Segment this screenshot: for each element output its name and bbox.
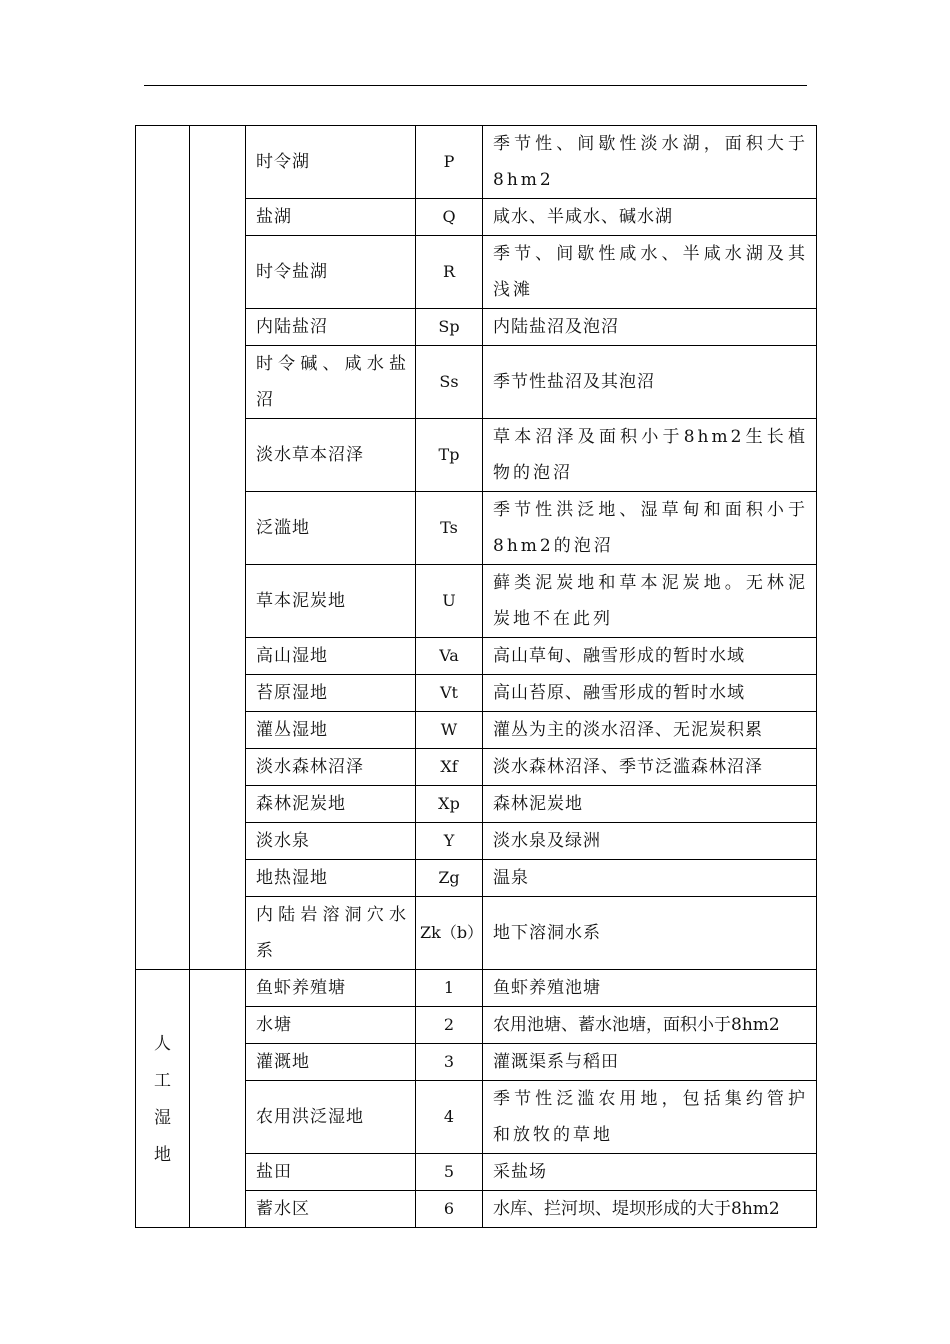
type-code: 4 [416,1081,483,1154]
type-name: 灌丛湿地 [246,712,416,749]
type-description: 季节性泛滥农用地，包括集约管护和放牧的草地 [483,1081,817,1154]
type-code: Zk（b） [416,897,483,970]
type-description: 森林泥炭地 [483,786,817,823]
header-rule [144,85,807,86]
subcategory-cell-continued [190,126,246,970]
type-name: 森林泥炭地 [246,786,416,823]
type-code: P [416,126,483,199]
type-name: 时令碱、咸水盐沼 [246,346,416,419]
type-name: 灌溉地 [246,1044,416,1081]
type-code: U [416,565,483,638]
type-name: 苔原湿地 [246,675,416,712]
type-description: 季节性洪泛地、湿草甸和面积小于8hm2的泡沼 [483,492,817,565]
type-name: 草本泥炭地 [246,565,416,638]
type-name: 盐田 [246,1154,416,1191]
type-code: 1 [416,970,483,1007]
type-description: 季节性、间歇性淡水湖，面积大于8hm2 [483,126,817,199]
type-code: Zg [416,860,483,897]
type-code: W [416,712,483,749]
type-code: Sp [416,309,483,346]
type-code: 3 [416,1044,483,1081]
type-description: 高山苔原、融雪形成的暂时水域 [483,675,817,712]
type-name: 蓄水区 [246,1191,416,1228]
wetland-classification-table [135,125,817,1228]
subcategory-cell [190,970,246,1228]
category-label: 人工湿地 [154,1033,171,1165]
type-description: 藓类泥炭地和草本泥炭地。无林泥炭地不在此列 [483,565,817,638]
type-description: 灌溉渠系与稻田 [483,1044,817,1081]
type-description: 水库、拦河坝、堤坝形成的大于8hm2 [483,1191,817,1228]
type-code: Y [416,823,483,860]
type-description: 咸水、半咸水、碱水湖 [483,199,817,236]
type-name: 农用洪泛湿地 [246,1081,416,1154]
type-description: 淡水森林沼泽、季节泛滥森林沼泽 [483,749,817,786]
type-code: Q [416,199,483,236]
type-description: 季节、间歇性咸水、半咸水湖及其浅滩 [483,236,817,309]
type-name: 鱼虾养殖塘 [246,970,416,1007]
type-name: 盐湖 [246,199,416,236]
type-name: 淡水森林沼泽 [246,749,416,786]
type-name: 地热湿地 [246,860,416,897]
type-name: 内陆岩溶洞穴水系 [246,897,416,970]
type-code: Vt [416,675,483,712]
type-name: 淡水草本沼泽 [246,419,416,492]
type-code: 6 [416,1191,483,1228]
type-description: 季节性盐沼及其泡沼 [483,346,817,419]
type-code: Xf [416,749,483,786]
category-cell-continued [136,126,190,970]
type-code: 5 [416,1154,483,1191]
type-name: 时令盐湖 [246,236,416,309]
type-description: 采盐场 [483,1154,817,1191]
type-code: Xp [416,786,483,823]
type-description: 高山草甸、融雪形成的暂时水域 [483,638,817,675]
type-name: 高山湿地 [246,638,416,675]
table-row [136,126,817,199]
type-name: 水塘 [246,1007,416,1044]
type-name: 泛滥地 [246,492,416,565]
type-description: 草本沼泽及面积小于8hm2生长植物的泡沼 [483,419,817,492]
type-description: 温泉 [483,860,817,897]
type-description: 地下溶洞水系 [483,897,817,970]
type-code: Ss [416,346,483,419]
type-name: 时令湖 [246,126,416,199]
type-description: 灌丛为主的淡水沼泽、无泥炭积累 [483,712,817,749]
type-name: 内陆盐沼 [246,309,416,346]
type-description: 鱼虾养殖池塘 [483,970,817,1007]
type-code: Tp [416,419,483,492]
type-description: 淡水泉及绿洲 [483,823,817,860]
type-description: 农用池塘、蓄水池塘，面积小于8hm2 [483,1007,817,1044]
type-description: 内陆盐沼及泡沼 [483,309,817,346]
type-code: R [416,236,483,309]
category-artificial-wetland [136,970,190,1228]
type-code: Va [416,638,483,675]
type-code: Ts [416,492,483,565]
type-name: 淡水泉 [246,823,416,860]
type-code: 2 [416,1007,483,1044]
table-row [136,970,817,1007]
